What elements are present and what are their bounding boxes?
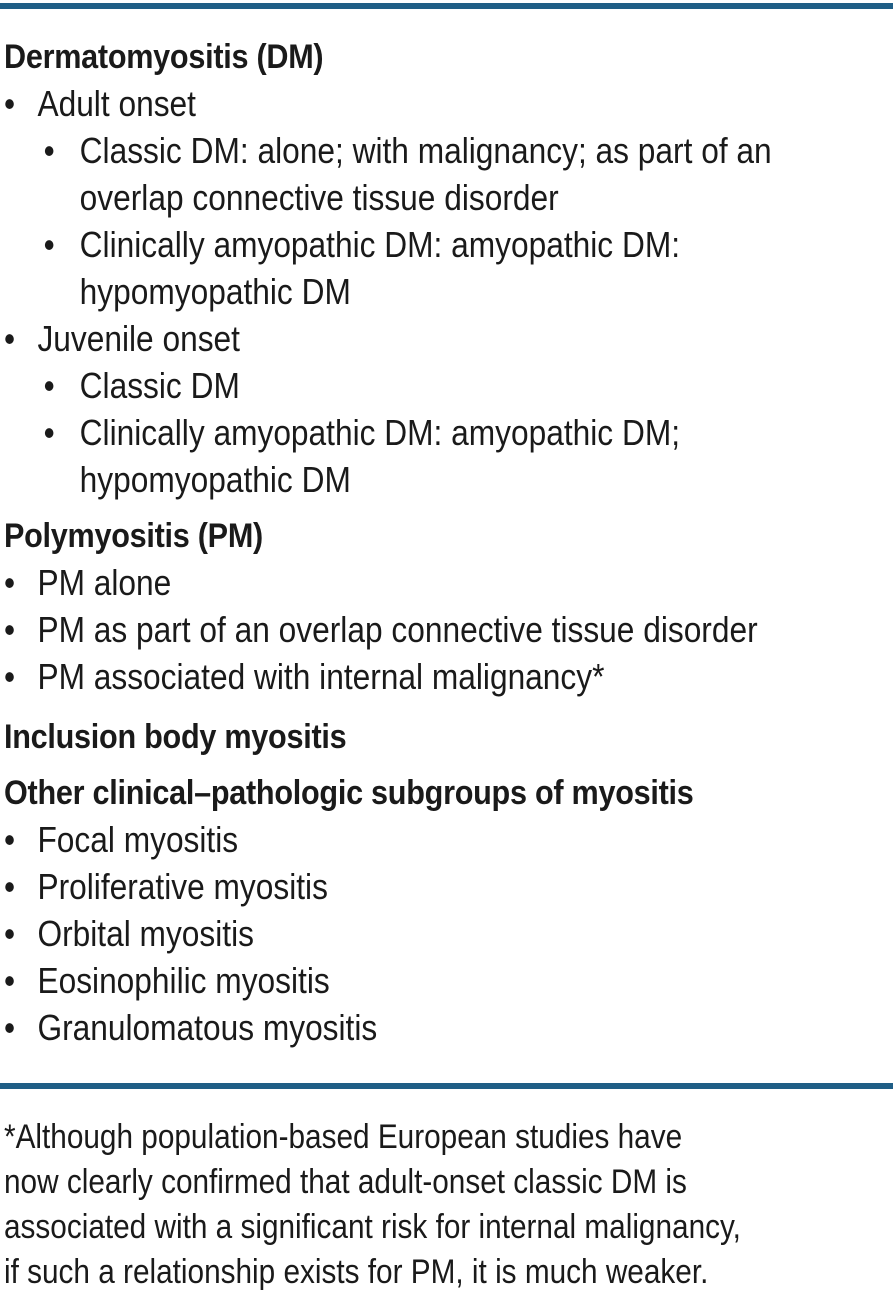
- footnote-divider: [0, 1083, 893, 1089]
- list-item-text: Adult onset: [37, 83, 196, 124]
- list-item-text: Proliferative myositis: [37, 866, 328, 907]
- list-item: [4, 957, 895, 1004]
- bullet-icon: •: [4, 819, 16, 860]
- list-item-text: Juvenile onset: [37, 318, 240, 359]
- top-rule: [0, 3, 893, 9]
- list-item-text: Clinically amyopathic DM: amyopathic DM:: [79, 224, 681, 265]
- list-item: [4, 1004, 895, 1051]
- footnote: [4, 1115, 888, 1295]
- list-item-text: PM alone: [37, 562, 172, 603]
- list-item-text: PM associated with internal malignancy*: [37, 656, 605, 697]
- section-heading: Other clinical–pathologic subgroups of myositis: [4, 774, 694, 812]
- list-item-continuation: [4, 268, 895, 315]
- bullet-icon: •: [4, 83, 16, 124]
- bullet-icon: •: [4, 1007, 16, 1048]
- list-item-text: overlap connective tissue disorder: [79, 177, 559, 218]
- list-item: [4, 221, 895, 268]
- footnote-line: now clearly confirmed that adult-onset classic DM is: [4, 1163, 687, 1201]
- section-heading: Polymyositis (PM): [4, 517, 263, 555]
- bullet-icon: •: [4, 656, 16, 697]
- list-item: [4, 559, 895, 606]
- list-item-text: Clinically amyopathic DM: amyopathic DM;: [79, 412, 681, 453]
- list-item: [4, 315, 895, 362]
- list-item: [4, 863, 895, 910]
- list-item-text: Granulomatous myositis: [37, 1007, 378, 1048]
- bullet-icon: •: [43, 412, 55, 453]
- bullet-icon: •: [43, 224, 55, 265]
- list-item-text: hypomyopathic DM: [79, 271, 351, 312]
- list-item-text: Orbital myositis: [37, 913, 254, 954]
- section-gap: [4, 503, 890, 513]
- list-item-continuation: [4, 456, 895, 503]
- bullet-icon: •: [4, 609, 16, 650]
- list-item: [4, 127, 895, 174]
- bullet-icon: •: [4, 318, 16, 359]
- list-item-text: Eosinophilic myositis: [37, 960, 330, 1001]
- list-item: [4, 653, 895, 700]
- list-item: [4, 816, 895, 863]
- footnote-line: if such a relationship exists for PM, it is much weaker.: [4, 1253, 709, 1291]
- list-item-text: Classic DM: [79, 365, 240, 406]
- list-item: [4, 362, 895, 409]
- bullet-icon: •: [4, 562, 16, 603]
- bullet-icon: •: [4, 866, 16, 907]
- list-item-text: hypomyopathic DM: [79, 459, 351, 500]
- section-heading: Inclusion body myositis: [4, 718, 347, 756]
- list-item: [4, 409, 895, 456]
- footnote-line: associated with a significant risk for internal malignancy,: [4, 1208, 741, 1246]
- list-item: [4, 606, 895, 653]
- bullet-icon: •: [43, 130, 55, 171]
- footnote-line: *Although population-based European studies have: [4, 1118, 683, 1156]
- classification-list: [4, 34, 890, 1051]
- list-item-text: Focal myositis: [37, 819, 239, 860]
- bullet-icon: •: [4, 960, 16, 1001]
- list-item-text: Classic DM: alone; with malignancy; as part of an: [79, 130, 772, 171]
- list-item: [4, 80, 895, 127]
- bullet-icon: •: [4, 913, 16, 954]
- list-item: [4, 910, 895, 957]
- list-item-continuation: [4, 174, 895, 221]
- section-heading: Dermatomyositis (DM): [4, 38, 324, 76]
- list-item-text: PM as part of an overlap connective tissue disorder: [37, 609, 758, 650]
- section-gap: [4, 760, 890, 770]
- bullet-icon: •: [43, 365, 55, 406]
- section-gap: [4, 700, 890, 714]
